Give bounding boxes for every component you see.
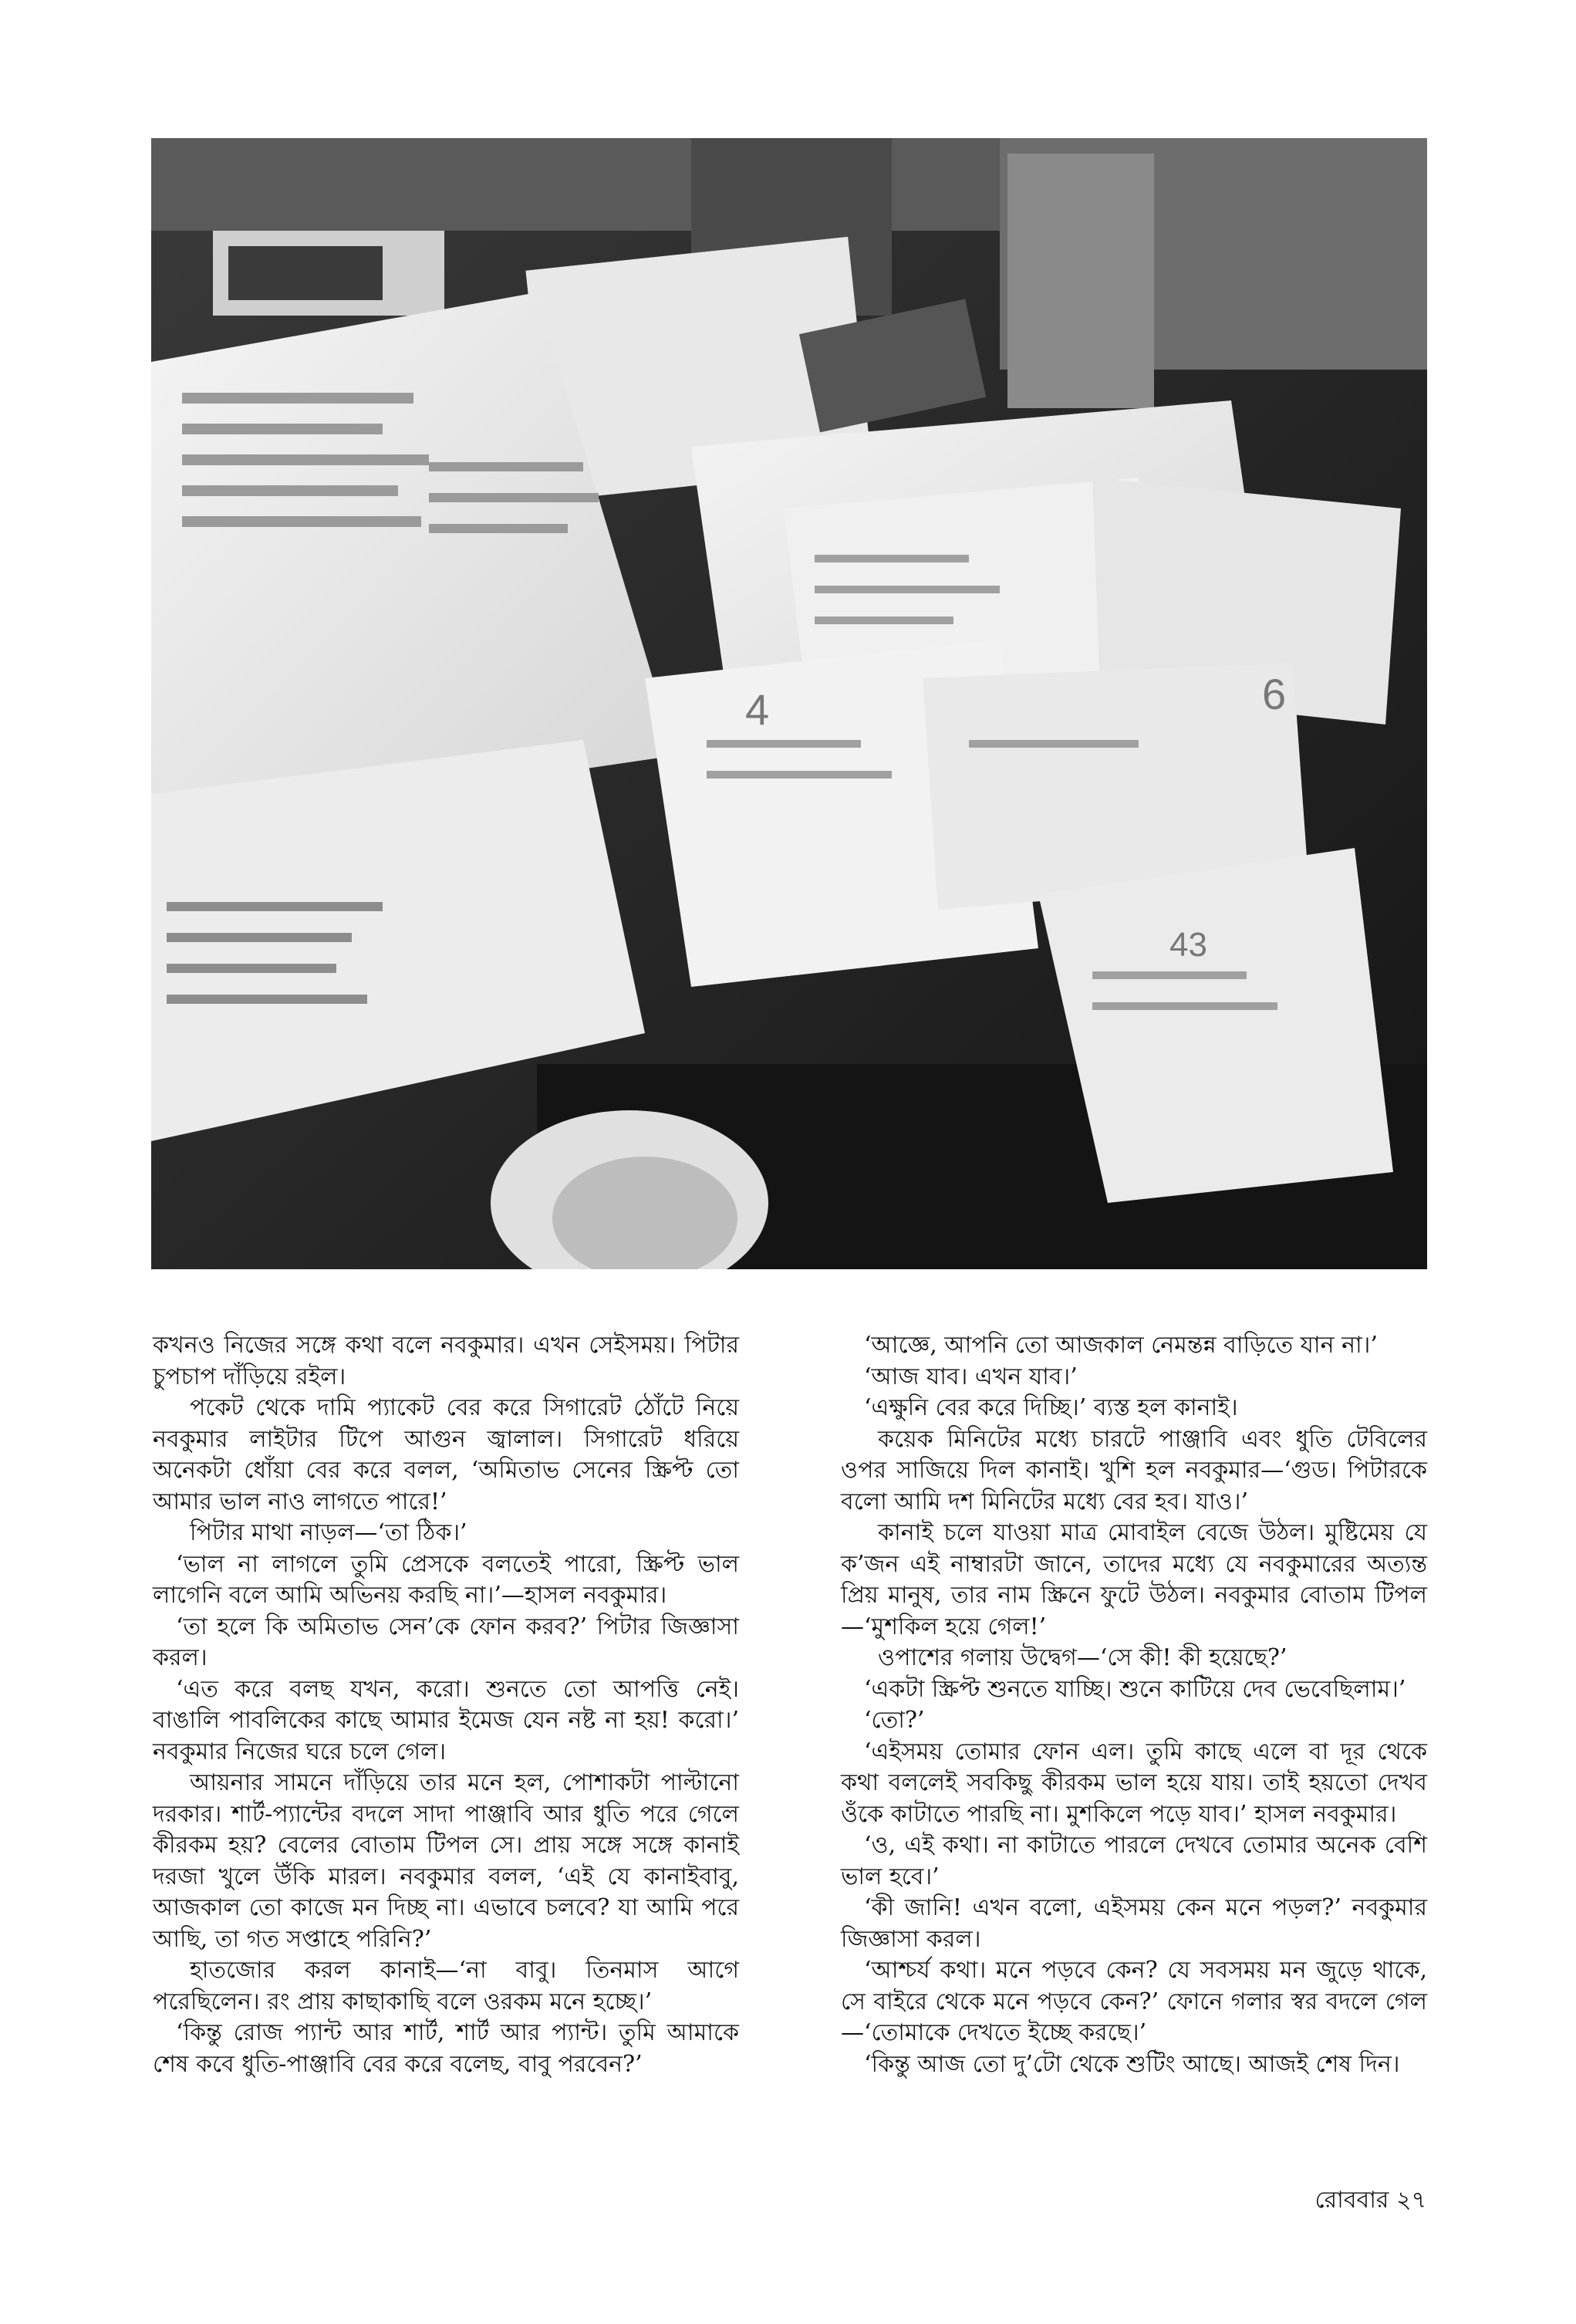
paragraph: ‘আশ্চর্য কথা। মনে পড়বে কেন? যে সবসময় মন জুড়ে থাকে, সে বাইরে থেকে মনে পড়বে কেন?’ ফোনে গলার স্বর বদলে গেল—‘তোমাকে দেখতে ইচ্ছে করছে।’: [841, 1957, 1427, 2046]
photo-number-43: 43: [1169, 926, 1207, 964]
left-text-column: [153, 1330, 739, 2080]
paragraph: ‘একটা স্ক্রিপ্ট শুনতে যাচ্ছি। শুনে কাটিয়ে দেব ভেবেছিলাম।’: [864, 1675, 1406, 1703]
paragraph: ‘আজ যাব। এখন যাব।’: [864, 1363, 1078, 1390]
paragraph: ‘কিন্তু রোজ প্যান্ট আর শার্ট, শার্ট আর প্যান্ট। তুমি আমাকে শেষ কবে ধুতি-পাঞ্জাবি বের করে বলেছ, বাবু পরবেন?’: [153, 2019, 739, 2078]
paragraph: ‘তো?’: [864, 1707, 925, 1734]
paragraph: কানাই চলে যাওয়া মাত্র মোবাইল বেজে উঠল। মুষ্টিমেয় যে ক’জন এই নাম্বারটা জানে, তাদের মধ্যে যে নবকুমারের অত্যন্ত প্রিয় মানুষ, তার নাম স্ক্রিনে ফুটে উঠল। নবকুমার বোতাম টিপল—‘মুশকিল হয়ে গেল!’: [841, 1519, 1427, 1640]
photo-number-6: 6: [1262, 670, 1287, 718]
paragraph: পিটার মাথা নাড়ল—‘তা ঠিক।’: [190, 1519, 467, 1546]
illustration-photo: [151, 138, 1427, 1269]
right-text-column: [841, 1330, 1427, 2080]
paragraph: ‘আজ্ঞে, আপনি তো আজকাল নেমন্তন্ন বাড়িতে যান না।’: [864, 1332, 1378, 1359]
paragraph: ‘ও, এই কথা। না কাটাতে পারলে দেখবে তোমার অনেক বেশি ভাল হবে।’: [841, 1832, 1427, 1890]
paragraph: ‘ভাল না লাগলে তুমি প্রেসকে বলতেই পারো, স্ক্রিপ্ট ভাল লাগেনি বলে আমি অভিনয় করছি না।’—হাসল নবকুমার।: [153, 1550, 739, 1609]
paragraph: ‘কী জানি! এখন বলো, এইসময় কেন মনে পড়ল?’ নবকুমার জিজ্ঞাসা করল।: [841, 1894, 1427, 1953]
paragraph: কখনও নিজের সঙ্গে কথা বলে নবকুমার। এখন সেইসময়। পিটার চুপচাপ দাঁড়িয়ে রইল।: [153, 1332, 739, 1390]
script-pages-photo-icon: [151, 138, 1427, 1269]
paragraph: ‘এক্ষুনি বের করে দিচ্ছি।’ ব্যস্ত হল কানাই।: [864, 1394, 1238, 1421]
paragraph: পকেট থেকে দামি প্যাকেট বের করে সিগারেট ঠোঁটে নিয়ে নবকুমার লাইটার টিপে আগুন জ্বালাল। সিগারেট ধরিয়ে অনেকটা ধোঁয়া বের করে বলল, ‘অমিতাভ সেনের স্ক্রিপ্ট তো আমার ভাল নাও লাগতে পারে!’: [153, 1394, 739, 1515]
paragraph: হাতজোর করল কানাই—‘না বাবু। তিনমাস আগে পরেছিলেন। রং প্রায় কাছাকাছি বলে ওরকম মনে হচ্ছে।’: [153, 1957, 739, 2015]
paragraph: ‘এইসময় তোমার ফোন এল। তুমি কাছে এলে বা দূর থেকে কথা বললেই সবকিছু কীরকম ভাল হয়ে যায়। তাই হয়তো দেখব ওঁকে কাটাতে পারছি না। মুশকিলে পড়ে যাব।’ হাসল নবকুমার।: [841, 1738, 1427, 1828]
paragraph: ‘এত করে বলছ যখন, করো। শুনতে তো আপত্তি নেই। বাঙালি পাবলিকের কাছে আমার ইমেজ যেন নষ্ট না হয়! করো।’ নবকুমার নিজের ঘরে চলে গেল।: [153, 1675, 739, 1765]
paragraph: আয়নার সামনে দাঁড়িয়ে তার মনে হল, পোশাকটা পাল্টানো দরকার। শার্ট-প্যান্টের বদলে সাদা পাঞ্জাবি আর ধুতি পরে গেলে কীরকম হয়? বেলের বোতাম টিপল সে। প্রায় সঙ্গে সঙ্গে কানাই দরজা খুলে উঁকি মারল। নবকুমার বলল, ‘এই যে কানাইবাবু, আজকাল তো কাজে মন দিচ্ছ না। এভাবে চলবে? যা আমি পরে আছি, তা গত সপ্তাহে পরিনি?’: [153, 1769, 739, 1953]
page-footer: রোববার ২৭: [1314, 2187, 1426, 2214]
photo-number-4: 4: [745, 685, 770, 734]
paragraph: কয়েক মিনিটের মধ্যে চারটে পাঞ্জাবি এবং ধুতি টেবিলের ওপর সাজিয়ে দিল কানাই। খুশি হল নবকুমার—‘গুড। পিটারকে বলো আমি দশ মিনিটের মধ্যে বের হব। যাও।’: [841, 1425, 1427, 1515]
paragraph: ‘কিন্তু আজ তো দু’টো থেকে শুটিং আছে। আজই শেষ দিন।: [864, 2050, 1400, 2078]
paragraph: ‘তা হলে কি অমিতাভ সেন’কে ফোন করব?’ পিটার জিজ্ঞাসা করল।: [153, 1613, 739, 1671]
paragraph: ওপাশের গলায় উদ্বেগ—‘সে কী! কী হয়েছে?’: [878, 1644, 1287, 1671]
